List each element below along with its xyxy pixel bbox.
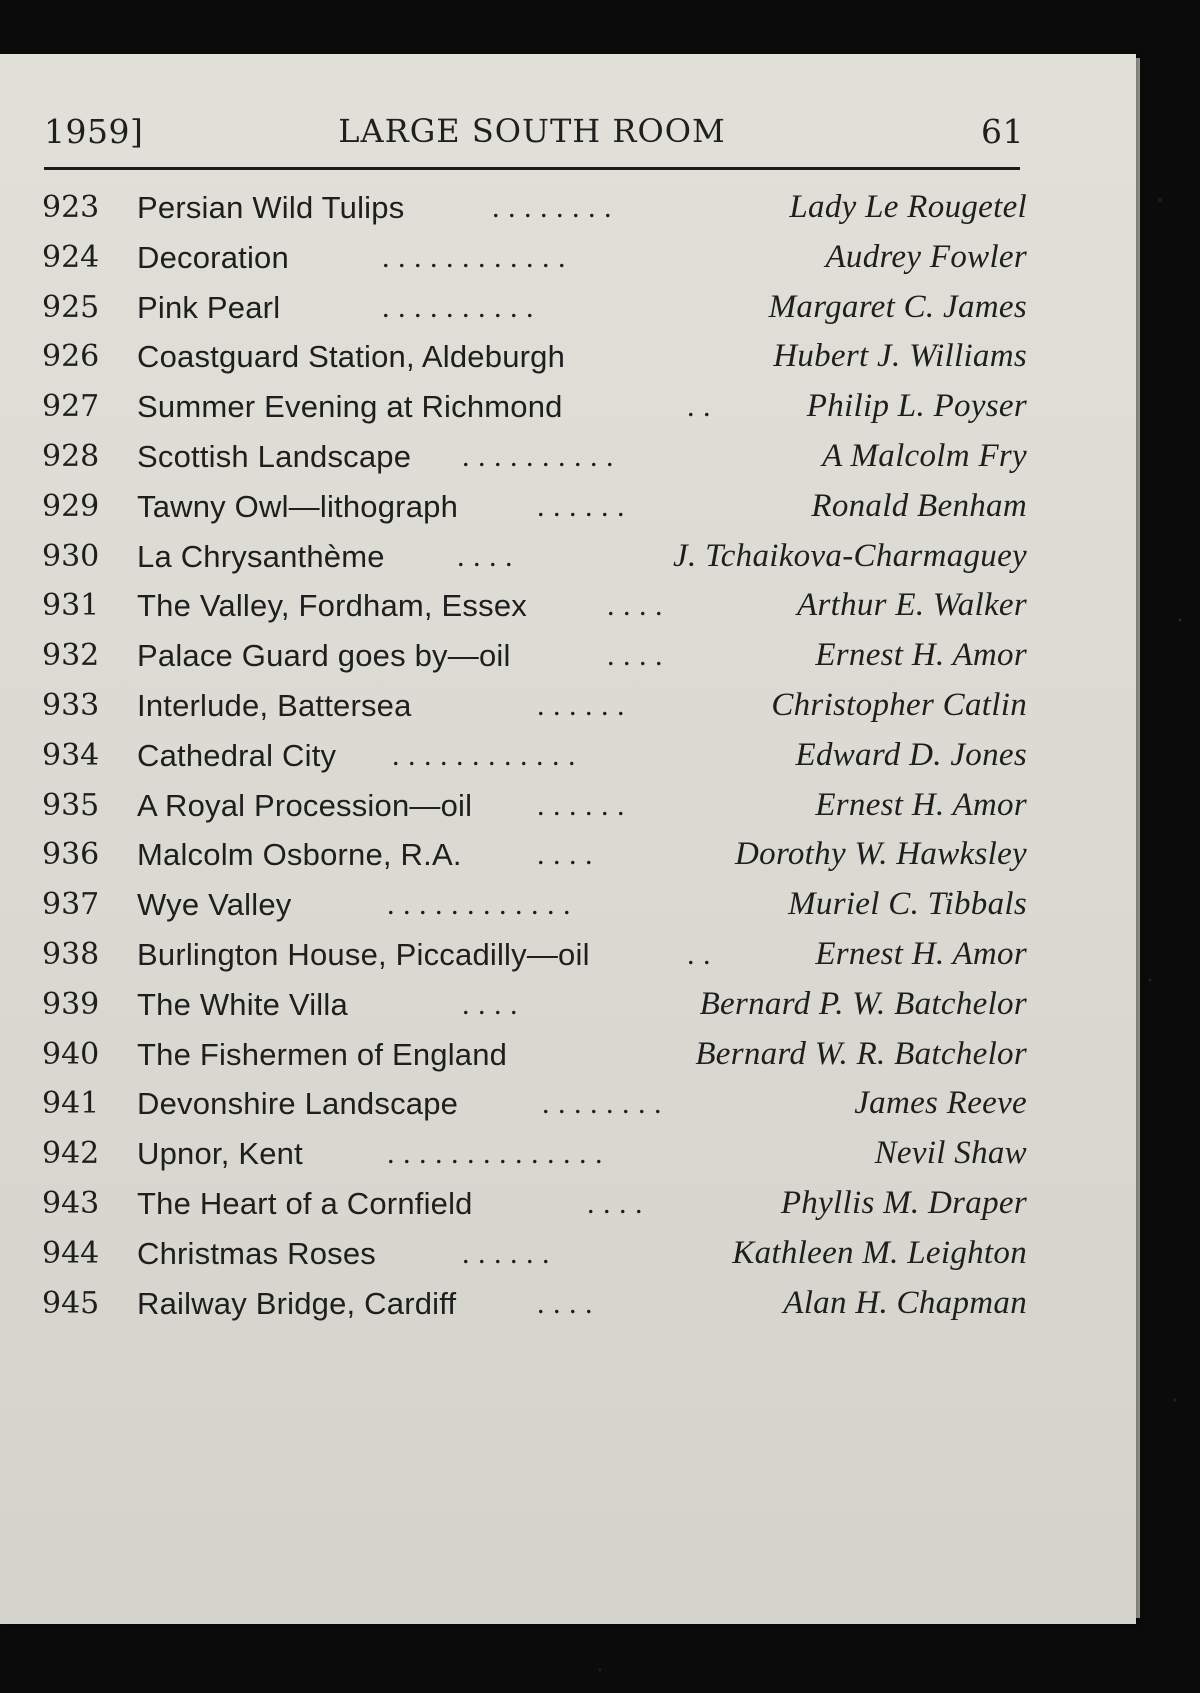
catalogue-entry (42, 830, 1027, 880)
catalogue-entry (42, 332, 1027, 382)
entry-number: 938 (42, 936, 100, 972)
entry-number: 931 (42, 588, 100, 624)
entry-title: Railway Bridge, Cardiff (137, 1285, 457, 1321)
dot-leader: . . . . (537, 838, 593, 872)
dot-leader: . . . . . . (537, 788, 625, 822)
entry-title: A Royal Procession—oil (137, 787, 473, 823)
entry-number: 942 (42, 1136, 100, 1172)
page-number: 61 (981, 112, 1024, 151)
running-head-year: 1959] (44, 112, 144, 151)
entry-title: The White Villa (137, 986, 348, 1022)
entry-artist: Philip L. Poyser (806, 388, 1027, 425)
dot-leader: . . . . (457, 539, 513, 573)
entry-artist: Muriel C. Tibbals (788, 886, 1027, 923)
dot-leader: . . (687, 937, 711, 971)
dot-leader: . . . . (607, 589, 663, 623)
entry-title: Cathedral City (137, 737, 337, 773)
entry-title: Scottish Landscape (137, 438, 412, 474)
catalogue-entry (42, 880, 1027, 930)
entry-number: 933 (42, 687, 100, 723)
entry-artist: Hubert J. Williams (773, 338, 1027, 375)
dot-leader: . . . . . . . . . . . . (387, 888, 571, 922)
catalogue-entry (42, 183, 1027, 233)
entry-artist: Ernest H. Amor (815, 637, 1027, 674)
dot-leader: . . . . . . . . . . (382, 290, 534, 324)
entry-artist: Margaret C. James (768, 288, 1027, 325)
catalogue-entry (42, 1129, 1027, 1179)
header-rule (44, 167, 1020, 170)
entry-title: Persian Wild Tulips (137, 190, 405, 225)
dot-leader: . . . . . . . . (542, 1087, 662, 1121)
dot-leader: . . . . . . . . . . (462, 439, 614, 473)
entry-artist: Bernard W. R. Batchelor (695, 1035, 1027, 1072)
catalogue-entry (42, 233, 1027, 283)
entry-artist: James Reeve (854, 1085, 1027, 1122)
entry-title: Upnor, Kent (137, 1136, 303, 1172)
dot-leader: . . . . . . . . (492, 191, 612, 224)
entry-title: The Heart of a Cornfield (137, 1185, 473, 1221)
entry-title: Wye Valley (137, 887, 292, 923)
dot-leader: . . . . . . (537, 489, 625, 523)
catalogue-entry (42, 1229, 1027, 1279)
entry-artist: Ronald Benham (811, 487, 1027, 524)
entry-artist: Ernest H. Amor (815, 935, 1027, 972)
entry-number: 940 (42, 1036, 100, 1072)
catalogue-entry (42, 532, 1027, 582)
entry-number: 924 (42, 239, 100, 275)
entry-number: 929 (42, 488, 100, 524)
entry-title: The Fishermen of England (137, 1036, 508, 1072)
dot-leader: . . . . . . (462, 1236, 550, 1270)
running-head (44, 112, 1024, 158)
entry-artist: Kathleen M. Leighton (732, 1234, 1027, 1271)
catalogue-entry (42, 731, 1027, 781)
entry-artist: A Malcolm Fry (822, 437, 1027, 474)
entry-artist: Edward D. Jones (795, 736, 1027, 773)
dot-leader: . . . . . . (537, 688, 625, 722)
entry-number: 935 (42, 787, 100, 823)
entry-number: 941 (42, 1086, 100, 1122)
dot-leader: . . . . (462, 987, 518, 1021)
entry-title: The Valley, Fordham, Essex (137, 588, 527, 624)
entry-title: Summer Evening at Richmond (137, 389, 563, 425)
entry-number: 937 (42, 887, 100, 923)
entry-artist: Ernest H. Amor (815, 786, 1027, 823)
entry-artist: Phyllis M. Draper (780, 1184, 1027, 1221)
catalogue-entry (42, 681, 1027, 731)
catalogue-entry (42, 432, 1027, 482)
dot-leader: . . . . (607, 639, 663, 673)
entry-title: Pink Pearl (137, 289, 281, 325)
catalogue-entry (42, 631, 1027, 681)
catalogue-entry (42, 382, 1027, 432)
catalogue-entry (42, 930, 1027, 980)
dot-leader: . . . . . . . . . . . . (382, 240, 566, 274)
entry-number: 928 (42, 438, 100, 474)
entry-title: Malcolm Osborne, R.A. (137, 837, 462, 873)
entry-artist: Arthur E. Walker (797, 587, 1027, 624)
entry-title: Devonshire Landscape (137, 1086, 459, 1122)
entry-title: La Chrysanthème (137, 538, 385, 574)
entry-title: Tawny Owl—lithograph (137, 488, 459, 524)
entry-number: 926 (42, 339, 100, 375)
catalogue-entry (42, 1079, 1027, 1129)
entry-artist: Dorothy W. Hawksley (735, 836, 1027, 873)
entry-number: 925 (42, 289, 100, 325)
entry-title: Palace Guard goes by—oil (137, 638, 511, 674)
catalogue-entry (42, 283, 1027, 333)
catalogue-entry (42, 980, 1027, 1030)
catalogue-entry (42, 482, 1027, 532)
entry-number: 943 (42, 1185, 100, 1221)
catalogue-entry (42, 1279, 1027, 1329)
entry-artist: Nevil Shaw (874, 1135, 1027, 1172)
dot-leader: . . . . (587, 1186, 643, 1220)
entry-artist: Christopher Catlin (771, 686, 1027, 723)
entry-title: Interlude, Battersea (137, 687, 412, 723)
entry-number: 930 (42, 538, 100, 574)
catalogue-entry (42, 1179, 1027, 1229)
dot-leader: . . (687, 390, 711, 424)
catalogue-entry (42, 781, 1027, 831)
dot-leader: . . . . . . . . . . . . . . (387, 1137, 603, 1171)
entry-number: 927 (42, 389, 100, 425)
entry-number: 939 (42, 986, 100, 1022)
entry-number: 934 (42, 737, 100, 773)
entry-artist: Alan H. Chapman (783, 1284, 1027, 1321)
entry-title: Decoration (137, 239, 289, 275)
dot-leader: . . . . (537, 1286, 593, 1320)
entry-artist: Bernard P. W. Batchelor (699, 985, 1027, 1022)
entry-list (42, 183, 1027, 1328)
entry-artist: Audrey Fowler (825, 238, 1027, 275)
dot-leader: . . . . . . . . . . . . (392, 738, 576, 772)
entry-artist: J. Tchaikova-Charmaguey (673, 537, 1027, 574)
entry-number: 944 (42, 1235, 100, 1271)
entry-number: 936 (42, 837, 100, 873)
entry-number: 923 (42, 190, 100, 225)
entry-title: Coastguard Station, Aldeburgh (137, 339, 566, 375)
entry-title: Christmas Roses (137, 1235, 376, 1271)
entry-number: 945 (42, 1285, 100, 1321)
entry-artist: Lady Le Rougetel (789, 189, 1027, 225)
entry-number: 932 (42, 638, 100, 674)
entry-title: Burlington House, Piccadilly—oil (137, 936, 590, 972)
catalogue-entry (42, 581, 1027, 631)
catalogue-entry (42, 1030, 1027, 1080)
running-head-title: LARGE SOUTH ROOM (338, 112, 726, 150)
